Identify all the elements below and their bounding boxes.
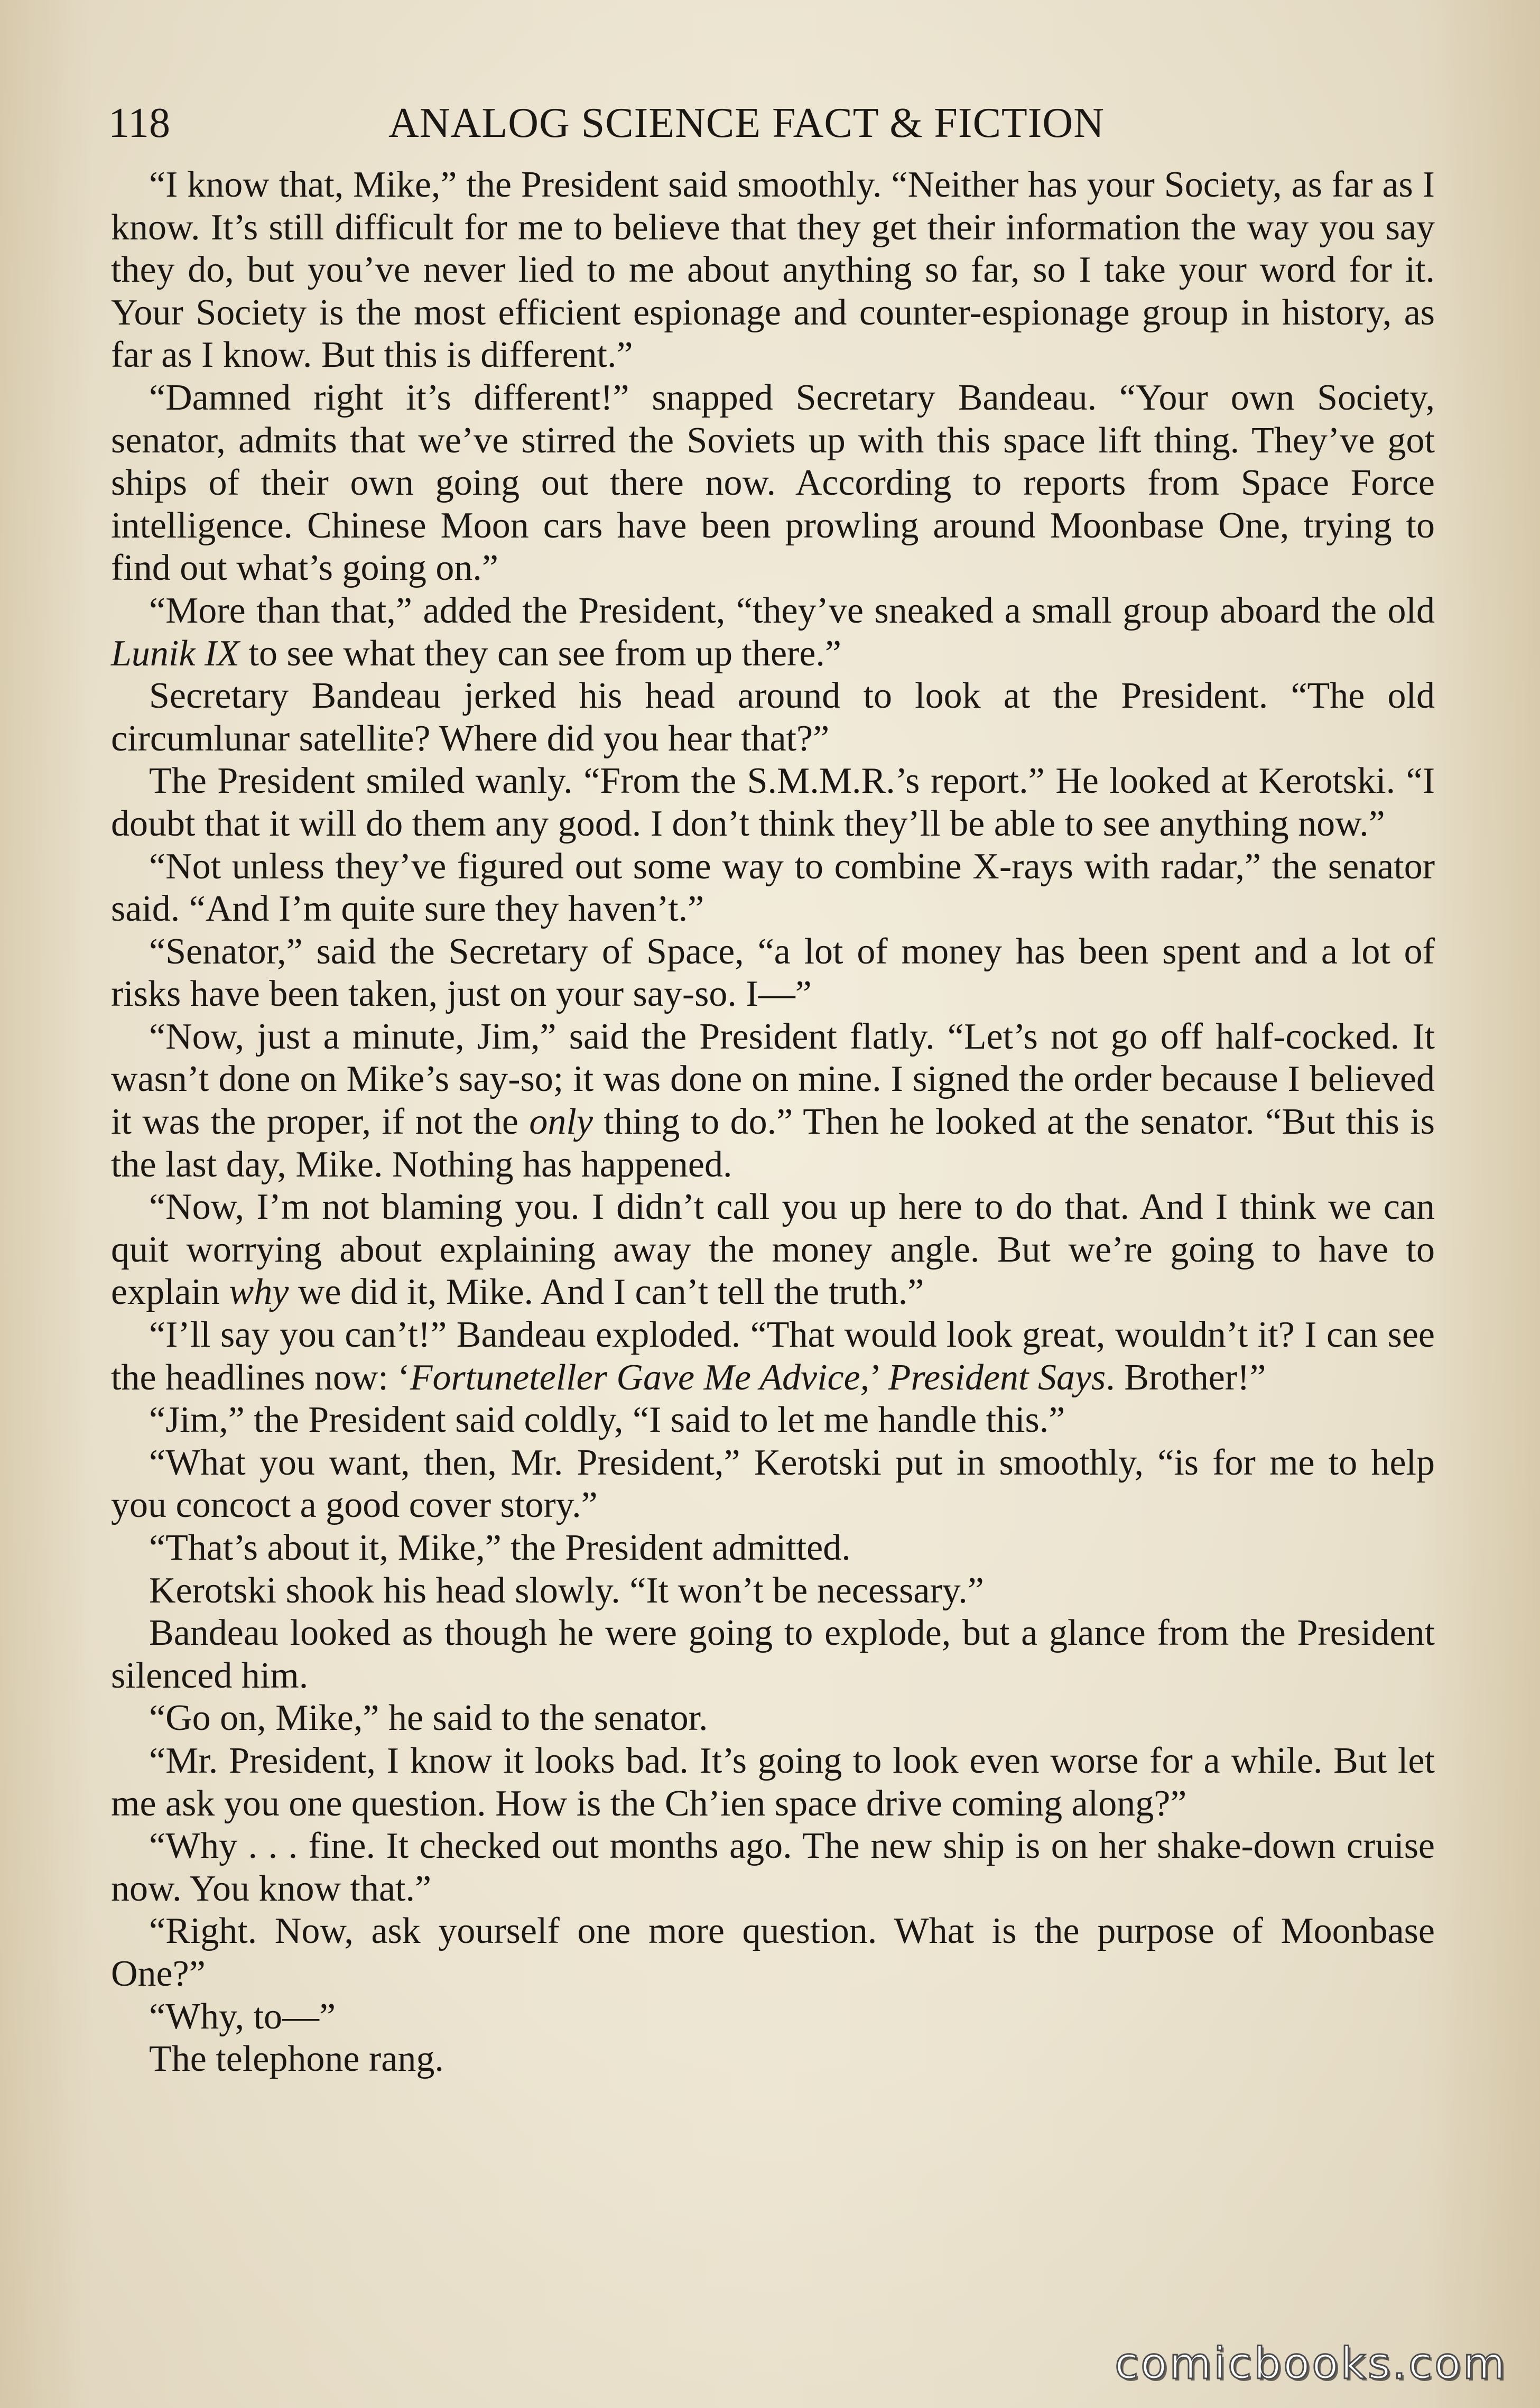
paragraph-text: “More than that,” added the President, “they’ve sneaked a small group aboard the old bbox=[149, 590, 1435, 631]
paragraph: Bandeau looked as though he were going to explode, but a glance from the President silenced him. bbox=[111, 1613, 1435, 1696]
paragraph bbox=[111, 1016, 1435, 1186]
paragraph: “Mr. President, I know it looks bad. It’s going to look even worse for a while. But let me ask you one question. How is the Ch’ien space drive coming along?” bbox=[111, 1740, 1435, 1824]
paragraph bbox=[111, 1186, 1435, 1314]
watermark-logo: comicbooks.com bbox=[1115, 2339, 1507, 2389]
paragraph: Kerotski shook his head slowly. “It won’t be necessary.” bbox=[149, 1570, 984, 1611]
paragraph-text: “Now, I’m not blaming you. I didn’t call you up here to do that. And I think we can quit worrying about explaining away the money angle. But we’re going to have to explain bbox=[111, 1187, 1435, 1313]
paragraph-text: thing to do.” Then he looked at the senator. “But this is the last day, Mike. Nothing has happened. bbox=[111, 1101, 1435, 1185]
paragraph: “Why, to—” bbox=[149, 1996, 336, 2037]
italic-text: only bbox=[529, 1101, 593, 1143]
page-header bbox=[108, 94, 1435, 152]
paragraph: “I know that, Mike,” the President said smoothly. “Neither has your Society, as far as I know. It’s still difficult for me to believe that they get their information the way you say they do, but you’ve never lied to me about anything so far, so I take your word for it. Your Society is the most efficient espionage and counter-espionage group in history, as far as I know. But this is different.” bbox=[111, 164, 1435, 376]
paragraph: Secretary Bandeau jerked his head around to look at the President. “The old circumlunar satellite? Where did you hear that?” bbox=[111, 675, 1435, 759]
paragraph-text: “I’ll say you can’t!” Bandeau exploded. “That would look great, wouldn’t it? I can see the headlines now: ‘ bbox=[111, 1314, 1435, 1398]
running-title: ANALOG SCIENCE FACT & FICTION bbox=[388, 100, 1105, 146]
paragraph-text: “Now, just a minute, Jim,” said the President flatly. “Let’s not go off half-cocked. It wasn’t done on Mike’s say-so; it was done on mine. I signed the order because I believed it was the proper, if not the bbox=[111, 1016, 1435, 1143]
paragraph: The President smiled wanly. “From the S.M.M.R.’s report.” He looked at Kerotski. “I doubt that it will do them any good. I don’t think they’ll be able to see anything now.” bbox=[111, 761, 1435, 844]
paragraph bbox=[111, 1314, 1435, 1399]
paragraph: “Go on, Mike,” he said to the senator. bbox=[149, 1698, 708, 1739]
italic-text: Fortuneteller Gave Me Advice, bbox=[410, 1357, 870, 1398]
page-number: 118 bbox=[108, 100, 171, 146]
paragraph: “Not unless they’ve figured out some way to combine X-rays with radar,” the senator said. “And I’m quite sure they haven’t.” bbox=[111, 846, 1435, 930]
paragraph-text: we did it, Mike. And I can’t tell the truth.” bbox=[289, 1272, 924, 1313]
paragraph-text: to see what they can see from up there.” bbox=[239, 633, 842, 674]
paragraph: “What you want, then, Mr. President,” Kerotski put in smoothly, “is for me to help you concoct a good cover story.” bbox=[111, 1442, 1435, 1526]
paragraph-text: . Brother!” bbox=[1106, 1357, 1266, 1398]
italic-text: why bbox=[229, 1272, 289, 1313]
paragraph: The telephone rang. bbox=[149, 2039, 444, 2080]
italic-text: Lunik IX bbox=[111, 633, 240, 674]
paragraph: “That’s about it, Mike,” the President admitted. bbox=[149, 1527, 851, 1568]
paragraph: “Why . . . fine. It checked out months ago. The new ship is on her shake-down cruise now. You know that.” bbox=[111, 1826, 1435, 1909]
paragraph: “Damned right it’s different!” snapped Secretary Bandeau. “Your own Society, senator, admits that we’ve stirred the Soviets up with this space lift thing. They’ve got ships of their own going out there now. According to reports from Space Force intelligence. Chinese Moon cars have been prowling around Moonbase One, trying to find out what’s going on.” bbox=[111, 377, 1435, 589]
paragraph: “Jim,” the President said coldly, “I said to let me handle this.” bbox=[149, 1400, 1065, 1441]
paragraph: “Senator,” said the Secretary of Space, “a lot of money has been spent and a lot of risks have been taken, just on your say-so. I—” bbox=[111, 931, 1435, 1015]
body-text bbox=[111, 164, 1435, 2081]
paragraph bbox=[111, 590, 1435, 675]
paragraph-text: ’ bbox=[869, 1357, 888, 1398]
paragraph: “Right. Now, ask yourself one more question. What is the purpose of Moonbase One?” bbox=[111, 1911, 1435, 1994]
italic-text: President Says bbox=[888, 1357, 1106, 1398]
